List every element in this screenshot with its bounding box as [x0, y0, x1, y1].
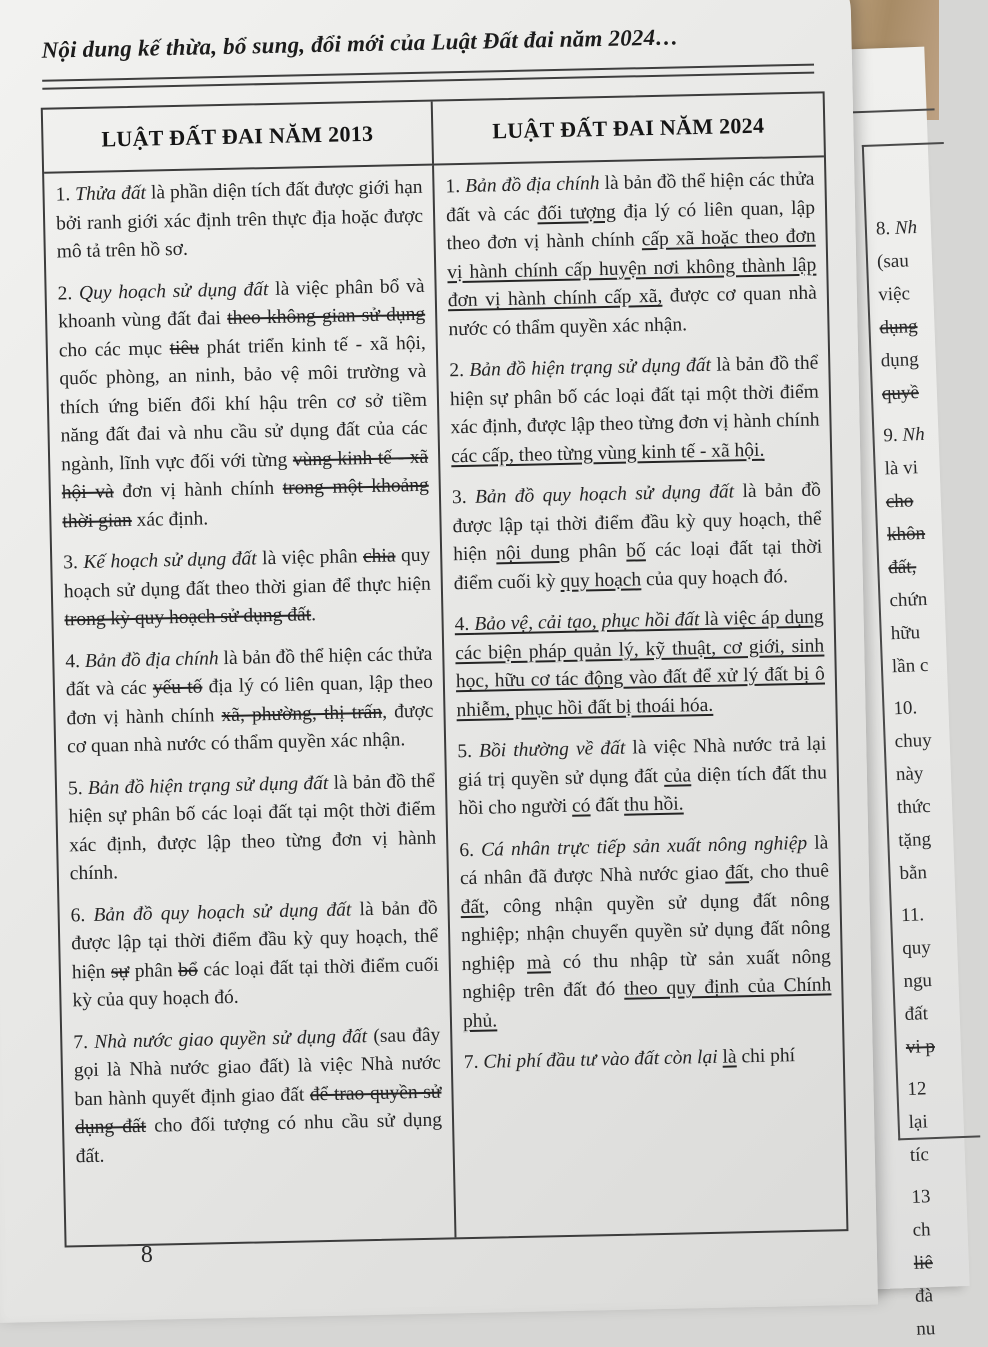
text-segment: là việc phân bổ và khoanh vùng đất đai	[58, 275, 425, 333]
text-segment: Bản đồ quy hoạch sử dụng đất	[474, 481, 735, 508]
fragment-line	[904, 995, 976, 1031]
column-header-2013: LUẬT ĐẤT ĐAI NĂM 2013	[43, 102, 434, 172]
text-segment: ngu	[903, 970, 933, 993]
text-segment: 11.	[900, 904, 925, 927]
text-segment: .	[310, 604, 317, 626]
text-segment: trong một khoảng thời gian	[62, 474, 429, 532]
text-segment: yếu tố	[152, 676, 203, 699]
fragment-line	[884, 450, 956, 486]
text-segment: vi p	[905, 1035, 936, 1058]
text-segment: mà	[526, 951, 551, 974]
column-2024-content	[434, 157, 846, 1237]
fragment-line	[898, 822, 970, 858]
fragment-line	[899, 855, 971, 891]
text-segment: dụng	[879, 316, 918, 339]
fragment-line	[891, 648, 963, 684]
text-segment: đất	[590, 794, 625, 817]
fragment-line	[907, 1070, 979, 1106]
text-segment: quy hoạch	[560, 568, 642, 592]
text-segment: là bản đồ thể hiện sự phân bố các loại đất tại một thời điểm xác định, được lập theo từng đơn vị hành chính.	[68, 770, 437, 885]
text-segment: 1.	[445, 175, 466, 198]
text-segment: các loại đất tại thời điểm cuối kỳ của quy hoạch đó.	[72, 954, 440, 1012]
text-segment: 10.	[893, 697, 918, 720]
text-segment: bằn	[899, 862, 928, 885]
text-segment: phân	[128, 959, 179, 982]
text-segment: Kế hoạch sử dụng đất	[83, 548, 257, 573]
text-segment: là vi	[884, 457, 919, 480]
fragment-item	[907, 1070, 982, 1172]
fragment-line	[879, 309, 951, 345]
definition-item	[452, 477, 823, 599]
text-segment: thu hồi.	[623, 793, 684, 816]
running-head: Nội dung kế thừa, bổ sung, đổi mới của Luật Đất đai năm 2024…	[41, 24, 679, 63]
text-segment: dụng	[880, 349, 920, 372]
text-segment: chứn	[889, 588, 928, 612]
fragment-line	[900, 896, 972, 932]
text-segment: cấp xã hoặc theo đơn vị hành chính cấp huyện nơi không thành lập đơn vị hành chính cấp xã,	[447, 225, 817, 312]
fragment-line	[893, 690, 965, 726]
text-segment: phát triển kinh tế - xã hội, quốc phòng, an ninh, bảo vệ môi trường và thích ứng biến đổi khí hậu trên cơ sở tiềm năng đất đai và nhu cầu sử dụng đất của các ngành, lĩnh vực đối với từng	[59, 332, 428, 475]
fragment-line	[888, 549, 960, 585]
text-segment: là việc phân	[256, 546, 364, 570]
text-segment: đất	[904, 1003, 929, 1026]
text-segment: (sau	[876, 250, 910, 273]
fragment-line	[894, 723, 966, 759]
text-segment: Bản đồ hiện trạng sử dụng đất	[87, 772, 329, 799]
text-segment: đất	[460, 896, 485, 918]
column-header-2024: LUẬT ĐẤT ĐAI NĂM 2024	[492, 112, 765, 144]
text-segment: 7.	[463, 1051, 484, 1074]
text-segment: khôn	[886, 522, 926, 546]
text-segment: 6.	[459, 839, 482, 861]
text-segment: là bản đồ được lập tại thời điểm đầu kỳ quy hoạch, thể hiện	[71, 897, 439, 983]
text-segment: để trao quyền sử dụng đất	[74, 1081, 442, 1139]
fragment-line	[905, 1028, 977, 1064]
text-segment: 9.	[883, 424, 903, 447]
text-segment: lần c	[891, 654, 929, 678]
definition-item	[70, 894, 439, 1016]
table-body-row	[44, 157, 846, 1245]
text-segment: nu	[915, 1318, 936, 1340]
text-segment: địa lý có liên quan, lập theo đơn vị hành chính	[446, 197, 816, 255]
text-segment: tíc	[909, 1144, 930, 1166]
definition-item	[73, 1021, 443, 1171]
definition-item	[63, 542, 432, 635]
text-segment: Quy hoạch sử dụng đất	[78, 278, 269, 304]
text-segment: 5.	[67, 777, 89, 799]
text-segment: Bảo vệ, cải tạo, phục hồi đất	[474, 609, 700, 635]
text-segment: Thửa đất	[74, 182, 147, 206]
text-segment: , cho thuê	[748, 860, 830, 884]
fragment-line	[881, 375, 953, 411]
text-segment: được cơ quan nhà nước có thẩm quyền xác nhận.	[448, 282, 818, 340]
text-segment: Cá nhân trực tiếp sản xuất nông nghiệp	[480, 832, 808, 861]
text-segment: 5.	[457, 740, 480, 763]
page-number: 8	[140, 1241, 154, 1268]
text-segment: là việc áp dụng các biện pháp quản lý, kỹ thuật, cơ giới, sinh học, hữu cơ tác động vào đất để xử lý đất bị ô nhiễm, phục hồi đất bị thoái hóa.	[455, 606, 825, 721]
fragment-line	[908, 1103, 980, 1139]
definition-item	[457, 730, 828, 823]
text-segment: 1.	[55, 184, 76, 206]
text-segment: đối tượng	[537, 201, 616, 224]
running-head-rule	[42, 64, 814, 90]
next-page-head-rule	[845, 108, 935, 113]
text-segment: chuy	[894, 729, 932, 753]
fragment-line	[902, 929, 974, 965]
text-segment: thức	[896, 795, 931, 819]
definition-item	[454, 604, 825, 726]
text-segment: hữu	[890, 622, 921, 645]
fragment-item	[883, 417, 964, 683]
text-segment: tiêu	[169, 337, 200, 359]
text-segment: vùng kinh tế - xã hội và	[61, 446, 429, 504]
fragment-line	[897, 789, 969, 825]
text-segment: 4.	[65, 650, 86, 672]
text-segment: , được cơ quan nhà nước có thẩm quyền xác nhận.	[66, 700, 434, 758]
fragment-item	[893, 690, 971, 890]
text-segment: là	[722, 1046, 737, 1068]
text-segment: 7.	[73, 1031, 95, 1053]
text-segment: quyề	[881, 382, 920, 405]
text-segment: Bản đồ hiện trạng sử dụng đất	[469, 354, 712, 381]
text-segment: là bản đồ được lập tại thời điểm đầu kỳ quy hoạch, thể hiện	[452, 479, 822, 566]
text-segment: 3.	[451, 486, 476, 509]
text-segment: cho các mục	[58, 337, 170, 361]
text-segment: là bản đồ thể hiện các thửa đất và các	[445, 168, 815, 226]
text-segment: đất,	[887, 556, 917, 579]
fragment-line	[913, 1244, 985, 1280]
text-segment: , công nhận quyền sử dụng đất nông nghiệp; nhận chuyển quyền sử dụng đất nông nghiệp	[460, 888, 831, 975]
fragment-line	[885, 483, 957, 519]
text-segment: xã, phường, thị trấn	[221, 701, 383, 726]
text-segment: cho đối tượng có nhu cầu sử dụng đất.	[75, 1109, 443, 1167]
fragment-line	[880, 342, 952, 378]
next-page-header-cell	[864, 144, 946, 207]
fragment-item	[900, 896, 977, 1063]
text-segment: đơn vị hành chính	[113, 477, 283, 503]
text-segment: là việc Nhà nước trả lại giá trị quyền sử dụng đất	[457, 733, 827, 791]
text-segment: bổ	[178, 959, 198, 981]
text-segment: của quy hoạch đó.	[640, 565, 789, 590]
text-segment: tặng	[897, 828, 932, 852]
text-segment: quy	[901, 937, 932, 960]
text-segment: nội dung	[495, 541, 570, 565]
text-segment: trong kỳ quy hoạch sử dụng đất	[64, 604, 312, 631]
text-segment: đà	[914, 1285, 934, 1307]
text-segment: bố	[625, 540, 646, 562]
fragment-line	[909, 1136, 981, 1172]
fragment-line	[877, 243, 949, 279]
fragment-line	[889, 582, 961, 618]
text-segment: 2.	[449, 359, 470, 382]
definition-item	[65, 640, 434, 762]
text-segment: phân	[569, 540, 627, 563]
text-segment: 8.	[875, 217, 896, 240]
text-segment: ch	[912, 1219, 931, 1241]
text-segment: theo không gian sử dụng	[226, 303, 426, 329]
text-segment: diện tích đất thu hồi cho người	[458, 761, 828, 820]
definition-item	[57, 272, 429, 536]
comparison-table	[41, 91, 849, 1247]
fragment-line	[911, 1178, 983, 1214]
fragment-line	[875, 210, 947, 246]
text-segment: 6.	[70, 904, 94, 926]
text-segment: có	[571, 795, 591, 817]
text-segment: Bản đồ quy hoạch sử dụng đất	[93, 898, 352, 926]
text-segment: Nh	[894, 217, 918, 239]
next-page-lines	[866, 204, 988, 1346]
fragment-item	[875, 210, 953, 410]
text-segment: địa lý có liên quan, lập theo đơn vị hành chính	[66, 671, 434, 729]
text-segment: sự	[110, 960, 130, 982]
fragment-item	[911, 1178, 988, 1345]
text-segment: này	[895, 763, 924, 786]
fragment-line	[878, 276, 950, 312]
text-segment: chi phí	[736, 1045, 796, 1068]
text-segment: quy hoạch sử dụng đất theo thời gian để thực hiện	[63, 544, 432, 602]
text-segment: Chi phí đầu tư vào đất còn lại	[483, 1046, 718, 1073]
text-segment: Nhà nước giao quyền sử dụng đất	[93, 1025, 368, 1053]
definition-item	[68, 767, 437, 889]
fragment-line	[890, 615, 962, 651]
text-segment: liê	[913, 1252, 934, 1274]
text-segment: các loại đất tại thời điểm cuối kỳ	[453, 536, 823, 594]
text-segment: đất	[724, 862, 750, 884]
text-segment: (sau đây gọi là Nhà nước giao đất) là việc Nhà nước ban hành quyết định giao đất	[73, 1024, 442, 1110]
text-segment: lại	[908, 1111, 929, 1133]
text-segment: xác định.	[131, 507, 209, 531]
fragment-line	[912, 1211, 984, 1247]
fragment-line	[903, 962, 975, 998]
text-segment: của	[663, 764, 692, 787]
text-segment: 12	[907, 1078, 927, 1100]
text-segment: Bản đồ địa chính	[464, 173, 600, 197]
text-segment: cho	[885, 490, 914, 513]
text-segment: là phần diện tích đất được giới hạn bởi ranh giới xác định trên thực địa hoặc được mô tả trên hồ sơ.	[55, 176, 424, 263]
fragment-line	[895, 756, 967, 792]
text-segment: Bồi thường về đất	[478, 737, 626, 762]
text-segment: là bản đồ thể hiện các thửa đất và các	[65, 643, 433, 701]
definition-item	[445, 166, 818, 345]
text-segment: 13	[911, 1186, 931, 1208]
text-segment: các cấp, theo từng vùng kinh tế - xã hội.	[450, 439, 765, 467]
fragment-line	[914, 1277, 986, 1313]
fragment-line	[883, 417, 955, 453]
next-page-table-fragment	[862, 142, 980, 1340]
text-segment: 2.	[57, 282, 80, 304]
definition-item	[459, 829, 832, 1036]
text-segment: là cá nhân đã được Nhà nước giao	[459, 831, 829, 890]
text-segment: việc	[877, 283, 911, 306]
text-segment: chia	[362, 545, 396, 568]
definition-item	[55, 174, 424, 267]
text-segment: theo quy định của Chính phủ.	[462, 974, 832, 1032]
text-segment: Nh	[902, 423, 926, 446]
definition-item	[464, 1041, 834, 1077]
text-segment: có thu nhập từ sản xuất nông nghiệp trên đất đó	[462, 945, 831, 1004]
fragment-line	[887, 516, 959, 552]
text-segment: 3.	[63, 551, 84, 574]
text-segment: 4.	[454, 613, 475, 636]
text-segment: là bản đồ thể hiện sự phân bố các loại đất tại một thời điểm xác định, được lập theo từng đơn vị hành chính	[449, 352, 820, 439]
fragment-line	[916, 1310, 988, 1346]
column-2013-content	[44, 166, 456, 1246]
definition-item	[449, 350, 820, 472]
text-segment: Bản đồ địa chính	[84, 647, 219, 672]
